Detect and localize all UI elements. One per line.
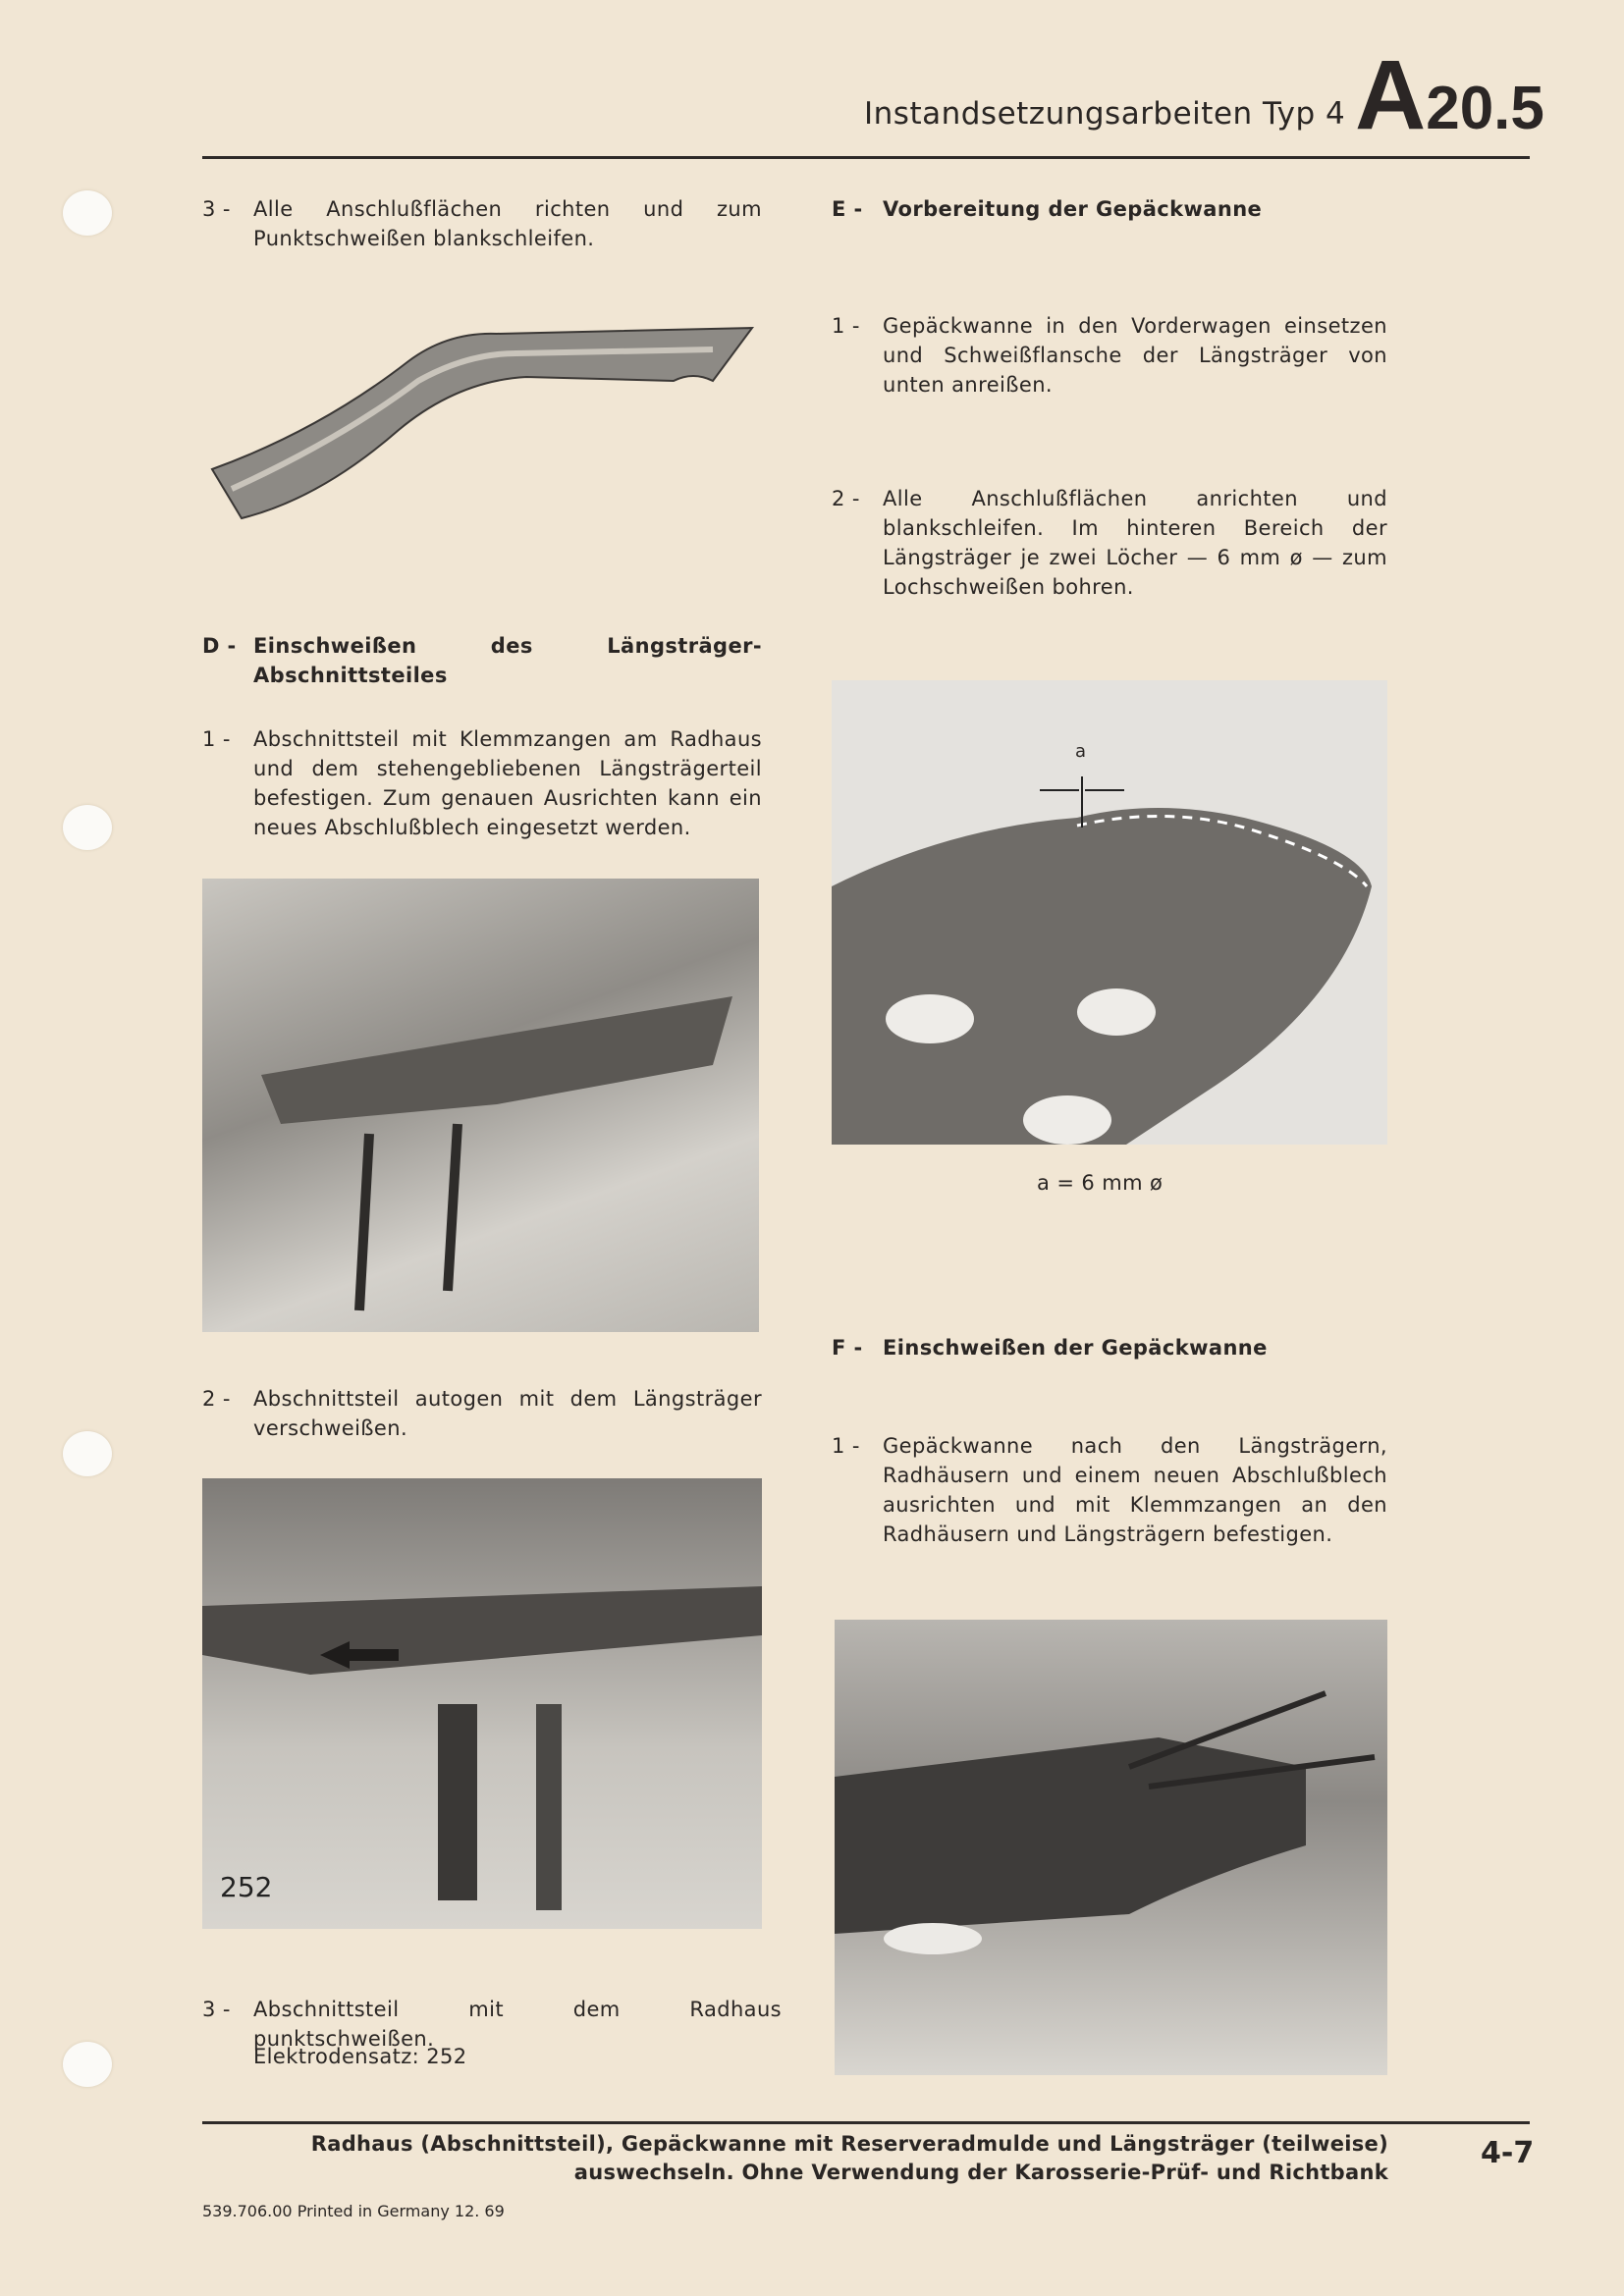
- footer-title-line2: auswechseln. Ohne Verwendung der Karosserie-Prüf- und Richtbank: [573, 2161, 1388, 2184]
- footer-title: [202, 2130, 1388, 2187]
- step-d2-text: 2 - Abschnittsteil autogen mit dem Längsträger verschweißen.: [202, 1387, 762, 1440]
- bracket-drawing: [202, 322, 762, 520]
- page-number: 4-7: [1481, 2136, 1535, 2170]
- photo-clamped-section: [202, 879, 759, 1332]
- step-e1-text: 1 - Gepäckwanne in den Vorderwagen einsetzen und Schweißflansche der Längsträger von unten anreißen.: [832, 314, 1387, 397]
- section-f-heading: F - Einschweißen der Gepäckwanne: [832, 1336, 1268, 1360]
- code-number: 20.5: [1426, 75, 1544, 142]
- header-title: Instandsetzungsarbeiten Typ 4: [864, 96, 1346, 132]
- print-info: 539.706.00 Printed in Germany 12. 69: [202, 2202, 505, 2220]
- photo-welding: [202, 1478, 762, 1929]
- photo-luggage-tray: [832, 680, 1387, 1145]
- footer-rule: [202, 2121, 1530, 2124]
- punch-hole: [63, 1431, 112, 1476]
- step-3-text: 3 - Alle Anschlußflächen richten und zum Punktschweißen blankschleifen.: [202, 197, 762, 250]
- electrode-label: 252: [220, 1871, 273, 1903]
- step-f1-text: 1 - Gepäckwanne nach den Längsträgern, Radhäusern und einem neuen Abschlußblech ausrichten und mit Klemmzangen an den Radhäusern und Längsträgern befestigen.: [832, 1434, 1387, 1546]
- footer-title-line1: Radhaus (Abschnittsteil), Gepäckwanne mit Reserveradmulde und Längsträger (teilweise): [310, 2132, 1388, 2156]
- step-d1-text: 1 - Abschnittsteil mit Klemmzangen am Radhaus und dem stehengebliebenen Längsträgerteil befestigen. Zum genauen Ausrichten kann ein neues Abschlußblech eingesetzt werden.: [202, 727, 762, 839]
- header-rule: [202, 156, 1530, 159]
- step-d3-text: 3 - Abschnittsteil mit dem Radhaus punktschweißen.: [202, 1998, 782, 2051]
- electrode-note: Elektrodensatz: 252: [253, 2045, 467, 2068]
- photo-tray-clamped: [835, 1620, 1387, 2075]
- section-code: [1355, 39, 1544, 152]
- punch-hole: [63, 2042, 112, 2087]
- code-letter: A: [1355, 40, 1427, 150]
- section-e-heading: E - Vorbereitung der Gepäckwanne: [832, 197, 1263, 221]
- step-e2-text: 2 - Alle Anschlußflächen anrichten und blankschleifen. Im hinteren Bereich der Längsträger je zwei Löcher — 6 mm ø — zum Lochschweißen bohren.: [832, 487, 1387, 599]
- dimension-label: a: [1075, 741, 1087, 762]
- punch-hole: [63, 805, 112, 850]
- punch-hole: [63, 190, 112, 236]
- section-d-heading: D - Einschweißen des Längsträger-Abschnittsteiles: [202, 634, 762, 687]
- photo-caption: a = 6 mm ø: [1037, 1171, 1164, 1195]
